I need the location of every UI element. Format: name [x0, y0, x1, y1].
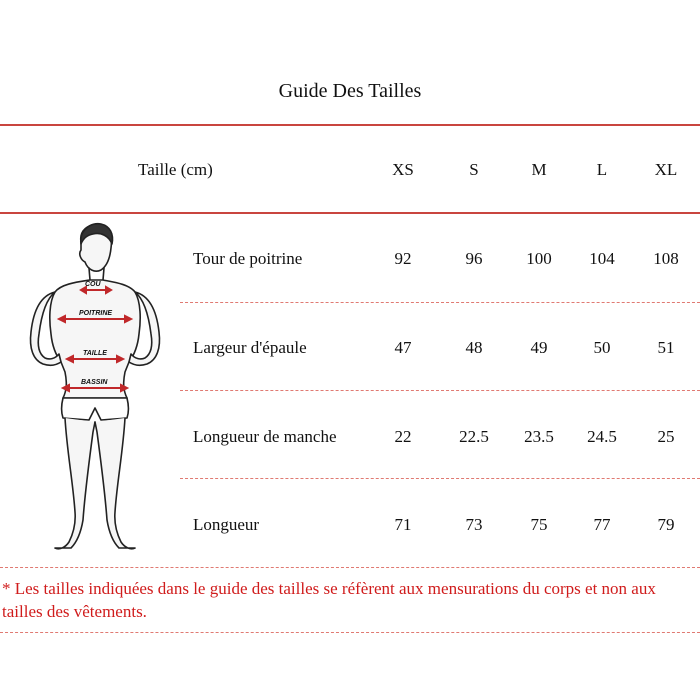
row-divider: [180, 302, 700, 303]
table-cell: 47: [394, 338, 412, 357]
body-measurement-figure: [15, 222, 165, 557]
table-cell: 77: [593, 515, 611, 534]
table-cell: 73: [465, 515, 483, 534]
header-divider: [0, 212, 700, 214]
size-header-label: Taille (cm): [138, 160, 213, 179]
size-header-m: M: [531, 160, 547, 179]
table-cell: 79: [657, 515, 675, 534]
table-cell: 24.5: [587, 427, 617, 446]
top-divider: [0, 124, 700, 126]
size-header-s: S: [469, 160, 479, 179]
table-cell: 50: [593, 338, 611, 357]
waist-label: TAILLE: [83, 350, 107, 357]
row-label-shoulder: Largeur d'épaule: [193, 338, 307, 357]
chest-label: POITRINE: [79, 310, 113, 317]
table-cell: 22: [394, 427, 412, 446]
table-cell: 75: [530, 515, 548, 534]
table-cell: 51: [657, 338, 675, 357]
table-cell: 23.5: [524, 427, 554, 446]
size-header-xl: XL: [654, 160, 678, 179]
table-cell: 92: [394, 249, 412, 268]
size-header-l: L: [596, 160, 608, 179]
bottom-divider: [0, 567, 700, 568]
table-cell: 104: [589, 249, 615, 268]
row-label-length: Longueur: [193, 515, 260, 534]
page-title: Guide Des Tailles: [278, 80, 422, 102]
table-cell: 49: [530, 338, 548, 357]
size-note: * Les tailles indiquées dans le guide des tailles se réfèrent aux mensurations du corps et non aux tailles des vêtements.: [2, 579, 656, 621]
footer-divider: [0, 632, 700, 633]
table-cell: 48: [465, 338, 483, 357]
row-divider: [180, 390, 700, 391]
table-cell: 22.5: [459, 427, 489, 446]
table-cell: 71: [394, 515, 412, 534]
table-cell: 108: [653, 249, 679, 268]
row-divider: [180, 478, 700, 479]
row-label-chest: Tour de poitrine: [193, 249, 303, 268]
size-header-xs: XS: [392, 160, 414, 179]
row-label-sleeve: Longueur de manche: [193, 427, 337, 446]
table-cell: 96: [465, 249, 483, 268]
body-outline-illustration: [15, 222, 165, 557]
neck-label: COU: [85, 281, 101, 288]
hip-label: BASSIN: [81, 379, 108, 386]
table-cell: 25: [657, 427, 675, 446]
table-cell: 100: [526, 249, 552, 268]
